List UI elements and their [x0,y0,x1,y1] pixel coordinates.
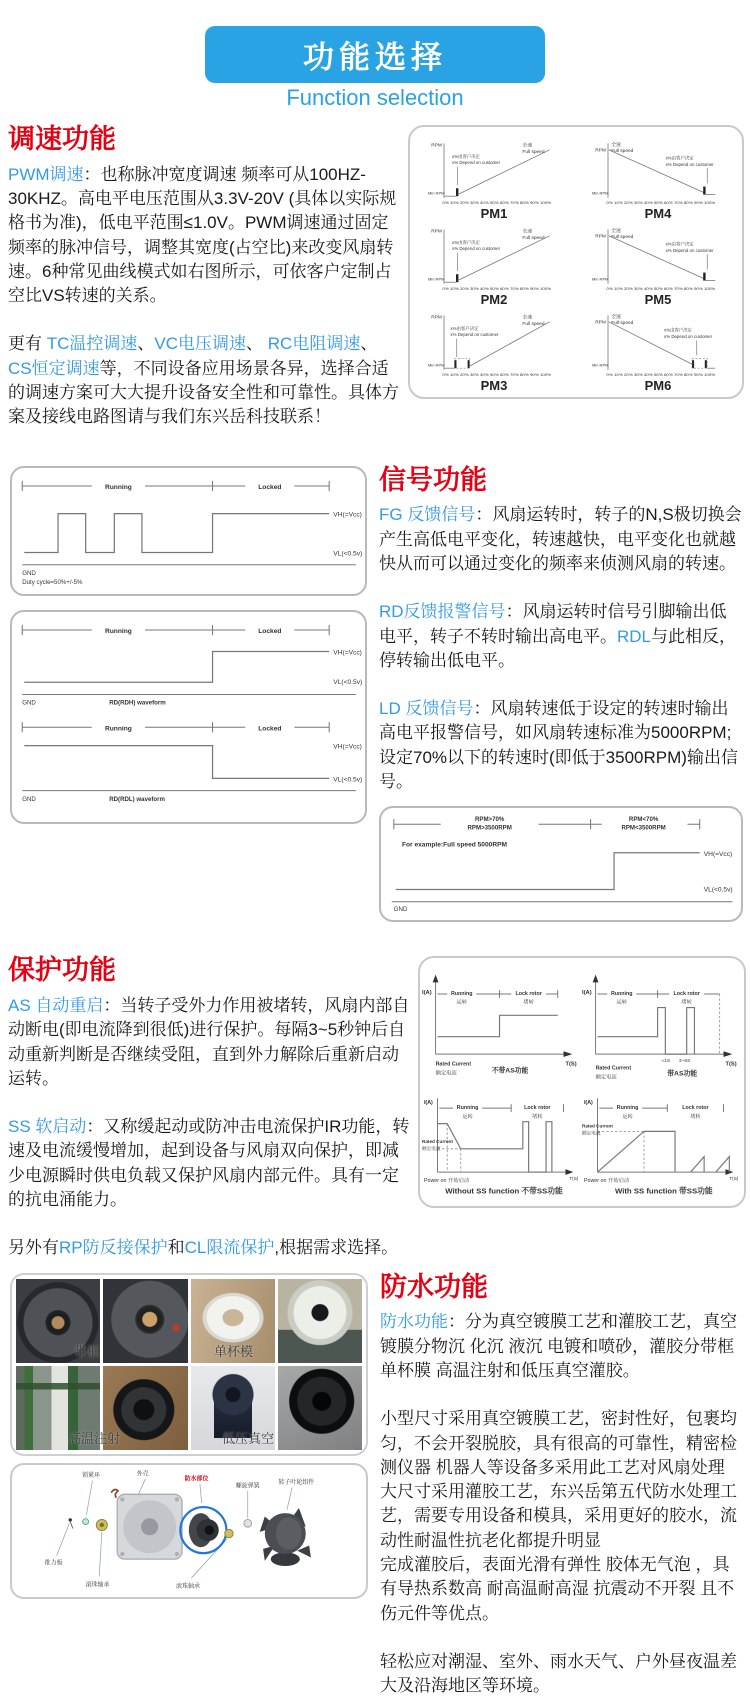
rated-current-label: Rated Current [595,1065,632,1072]
pm5-cell [576,223,740,307]
pm6-cell [576,309,740,393]
page-title: 功能选择 [205,26,545,83]
duty-cycle-label: Duty cycle=50%+/-5% [22,578,83,586]
running-label: Running [104,627,132,635]
rc-keyword: RC电阻调速 [267,334,361,354]
waterproof-keyword: 防水功能 [380,1312,448,1332]
other-pre: 另外有 [8,1238,59,1258]
pm-x-ticks: 0% 10% 20% 30% 40% 50% 60% 70% 80% 90% 100% [606,287,716,292]
pm1-name: PM1 [480,206,508,221]
i-axis-label: I(A) [583,1100,593,1107]
signal-heading: 信号功能 [379,464,487,495]
pm-y-label: RPM [431,143,442,149]
vl-label: VL(<0.5v) [333,550,363,558]
rpm-above-label: RPM>70% [474,816,505,824]
page-subtitle: Function selection [286,85,464,110]
large-size-text: 大尺寸采用灌胶工艺，东兴岳第五代防水处理工艺，需要专用设备和模具，采用更好的胶水，流动性耐温性抗老化都提升明显 [380,1482,737,1550]
pm-custom-cn: x%由客户决定 [665,155,694,161]
lock-rotor-cn-label: 堵转 [523,1000,534,1007]
pm1-chart [412,137,572,209]
protection-section [0,922,750,1260]
exploded-view-panel [10,1463,368,1599]
cl-keyword: CL限流保护 [184,1238,275,1258]
pm-full-cn: 全速 [522,143,533,149]
waterproof-text-column [380,1273,744,1699]
rd-text2: 与此相反，停转输出低电平。 [379,626,737,670]
pm-x-ticks: 0% 10% 20% 30% 40% 50% 60% 70% 80% 90% 100% [606,373,716,378]
pm-min-label: Min RPM [592,276,609,282]
running-label: Running [616,1105,639,1112]
protection-charts-panel [418,956,746,1208]
vh-label: VH(=Vcc) [333,511,362,519]
gnd-label: GND [22,699,36,707]
as-with-caption: 带AS功能 [667,1070,698,1078]
more-pre: 更有 [8,334,47,354]
as-without-caption: 不带AS功能 [491,1067,529,1075]
gnd-label: GND [22,569,36,577]
photo-grid [16,1279,362,1450]
as-t2-label: 3~5S [678,1059,691,1065]
pm-min-label: Min RPM [428,190,445,196]
photo-black-cup-part [278,1366,362,1450]
pm-full-cn: 全速 [522,315,533,321]
pm-custom-en: x% Depend on customer [665,161,714,167]
pm-full-en: Full speed [611,321,634,327]
fg-wave-box [10,466,367,596]
pm-custom-cn: x%由客户决定 [665,241,694,247]
waterproof-lead-text: ：分为真空镀膜工艺和灌胶工艺，真空镀膜分物沉 化沉 液沉 电镀和喷砂，灌胶分带框 单杯膜 高温注射和低压真空灌胶。 [380,1312,737,1380]
rated-current-cn-label: 额定电流 [595,1074,617,1081]
gnd-label: GND [22,795,36,803]
rpm-above-label2: RPM>3500RPM [467,824,512,832]
fg-text: ：风扇运转时，转子的N,S极切换会产生高低电平变化，转速越快，电平变化也就越快从而可以通过变化的频率来侦测风扇的转速。 [379,505,742,573]
spring-label: 螺旋弹簧 [235,1483,260,1490]
vl-label: VL(<0.5v) [703,886,733,894]
exploded-diagram [14,1467,362,1595]
pm-full-en: Full speed [522,236,545,241]
small-size-text: 小型尺寸采用真空镀膜工艺，密封性好，包裹均匀，不会开裂脱胶，具有很高的可靠性，精密检测仪器 机器人等设备多采用此工艺对风扇处理 [380,1409,737,1477]
pm-x-ticks: 0% 10% 20% 30% 40% 50% 60% 70% 80% 90% 100% [606,201,716,206]
rdl-caption: RD(RDL) waveform [109,795,166,803]
pm3-name: PM3 [480,378,508,393]
as-keyword: AS 自动重启 [8,996,104,1015]
pm-full-en: Full speed [611,235,634,241]
ld-wave-box [379,806,743,922]
pm-y-label: RPM [595,234,606,240]
pm3-cell [412,309,576,393]
other-mid: 和 [167,1238,185,1258]
pm6-name: PM6 [644,378,672,393]
photo-label-cup: 单杯模 [214,1343,254,1359]
as-with-chart [582,966,740,1086]
ld-waveform [381,812,739,916]
signal-text-column [379,466,743,923]
power-on-label: Power on 开始启动 [423,1178,470,1185]
ld-paragraph [379,697,743,794]
photo-grey-cup-on-fan [278,1279,362,1363]
vh-label: VH(=Vcc) [333,743,362,751]
ld-text: ：风扇转速低于设定的转速时输出高电平报警信号，如风扇转速标准为5000RPM;设定70%以下的转速时(即低于3500RPM)输出信号。 [379,699,738,792]
waterproof-media-column [10,1273,368,1599]
fg-keyword: FG 反馈信号 [379,505,476,525]
other-post: ,根据需求选择。 [274,1238,399,1258]
pm-curves-panel [408,125,744,399]
ss-with-chart [582,1086,740,1200]
pm-min-label: Min RPM [428,362,445,368]
pm-custom-cn: x%由客户决定 [664,327,693,333]
pm-full-en: Full speed [522,322,545,327]
pm-y-label: RPM [595,148,606,154]
pm-custom-en: x% Depend on customer [664,333,713,339]
ss-without-chart [422,1086,580,1200]
vl-label: VL(<0.5v) [333,678,363,686]
lock-rotor-label: Lock rotor [673,991,700,998]
pm-full-cn: 全速 [611,228,621,234]
pm-full-en: Full speed [522,150,545,155]
lock-rotor-label: Lock rotor [682,1105,709,1112]
pm-y-label: RPM [431,315,442,321]
i-axis-label: I(A) [582,990,592,997]
waterproof-lead-paragraph [380,1310,744,1383]
rated-current-cn-label: 额定电流 [422,1146,441,1152]
ball-bearing-label: 滚珠轴承 [176,1583,200,1590]
pm-full-en: Full speed [611,149,634,155]
waterproof-part-label: 防水部位 [184,1476,209,1483]
vh-label: VH(=Vcc) [333,649,362,657]
rated-current-label: Rated Current [422,1139,453,1145]
pm1-cell [412,137,576,221]
sep: 、 [137,334,155,354]
i-axis-label: I(A) [423,1100,433,1107]
pm-min-label: Min RPM [592,190,609,196]
vh-label: VH(=Vcc) [703,851,733,859]
rd-text1: ：风扇运转时信号引脚输出低电平，转子不转时输出高电平。 [379,602,727,646]
rated-current-cn-label: 额定电流 [582,1130,601,1136]
running-cn-label: 运转 [622,1114,633,1121]
lock-rotor-label: Lock rotor [515,991,542,998]
pm6-chart [576,309,736,381]
waterproof-section [0,1261,750,1699]
lock-rotor-label: Lock rotor [524,1105,551,1112]
pm-x-ticks: 0% 10% 20% 30% 40% 50% 60% 70% 80% 90% 100% [442,287,552,292]
pm4-cell [576,137,740,221]
shell-label: 外壳 [136,1471,149,1478]
pm2-cell [412,223,576,307]
sep: 、 [246,334,268,354]
i-axis-label: I(A) [422,990,432,997]
running-label: Running [456,1105,479,1112]
as-without-chart [422,966,580,1086]
ld-keyword: LD 反馈信号 [379,699,474,719]
ss-without-caption: Without SS function 不带SS功能 [445,1186,563,1196]
running-cn-label: 运转 [462,1114,473,1121]
signal-section [0,430,750,923]
more-post: 等，不同设备应用场景各异，选择合适的调速方案可大大提升设备安全性和可靠性。具体方案及接线电路图请与我们东兴岳科技联系！ [8,358,399,427]
fg-paragraph [379,503,743,576]
rd-keyword: RD反馈报警信号 [379,602,506,622]
pm-min-label: Min RPM [428,276,445,282]
speed-heading: 调速功能 [8,124,116,154]
more-modes-paragraph [8,332,400,429]
pm-full-cn: 全速 [611,142,621,148]
pm-custom-en: x% Depend on customer [665,247,714,253]
pm2-chart [412,223,572,295]
pm-y-label: RPM [431,229,442,235]
as-t1-label: ≈1S [661,1059,671,1065]
pm-full-cn: 全速 [522,229,533,235]
waterproof-photos-panel [10,1273,368,1456]
protection-heading: 保护功能 [8,955,116,986]
pm-custom-en: x% Depend on customer [452,246,501,252]
pm5-name: PM5 [644,292,672,307]
pm-custom-cn: x%由客户决定 [452,153,481,159]
locked-label: Locked [258,483,282,491]
photo-label-vacuum: 低压真空 [222,1430,275,1446]
pm4-chart [576,137,736,209]
pm5-chart [576,223,736,295]
rated-current-label: Rated Current [435,1062,472,1069]
t-axis-label: T(S) [729,1176,739,1182]
photo-fan-impeller [103,1279,187,1363]
power-on-label: Power on 开始启动 [583,1178,630,1185]
fg-waveform [12,472,365,590]
vc-keyword: VC电压调速 [154,334,247,354]
ss-with-caption: With SS function 带SS功能 [614,1186,713,1196]
pm-custom-en: x% Depend on customer [450,332,499,338]
ss-paragraph [8,1115,412,1212]
speed-section [0,111,750,430]
page-header [0,26,750,111]
pm-custom-cn: x%由客户决定 [452,239,481,245]
pwm-paragraph [8,163,400,309]
waterproof-heading: 防水功能 [380,1271,488,1302]
pm-full-cn: 全速 [611,314,621,320]
rpm-below-label: RPM<70% [628,816,659,824]
locked-label: Locked [258,724,282,732]
pm3-chart [412,309,572,381]
example-label: For example:Full speed 5000RPM [401,841,508,849]
vl-label: VL(<0.5v) [333,776,363,784]
lock-rotor-cn-label: 堵转 [532,1114,543,1121]
rated-current-cn-label: 额定电流 [435,1070,457,1077]
signal-wave-column [10,466,367,824]
rd-paragraph [379,600,743,673]
pwm-keyword: PWM调速 [8,164,84,184]
t-axis-label: T(S) [725,1062,737,1069]
thrust-plate-label: 推力板 [44,1559,63,1566]
tc-keyword: TC温控调速 [46,334,138,354]
t-axis-label: T(S) [565,1062,577,1069]
running-cn-label: 运转 [616,1000,628,1007]
pm-x-ticks: 0% 10% 20% 30% 40% 50% 60% 70% 80% 90% 100% [442,373,552,378]
running-label: Running [104,724,132,732]
as-text: ：当转子受外力作用被堵转，风扇内部自动断电(即电流降到很低)进行保护。每隔3~5秒钟后自动重新判断是否继续受阻，直到外力解除后重新启动运转。 [8,996,410,1088]
rd-wave-box [10,610,367,824]
lock-rotor-cn-label: 堵转 [690,1114,701,1121]
speed-text-column [8,125,400,430]
t-axis-label: T(S) [569,1176,579,1182]
ball-bearing-label: 滚珠轴承 [85,1582,110,1589]
waterproof-process-paragraph [380,1407,744,1626]
pm-custom-en: x% Depend on customer [452,160,501,166]
ss-text: ：又称缓起动或防冲击电流保护IR功能，转速及电流缓慢增加，起到设备与风扇双向保护，即减少电源瞬时供电负载又保护风扇内部元件。具有一定的抗电涌能力。 [8,1117,410,1210]
as-paragraph [8,994,412,1091]
protection-text-column [8,956,412,1260]
gnd-label: GND [393,906,408,914]
rp-keyword: RP防反接保护 [59,1238,168,1258]
rdl-keyword: RDL [617,626,652,646]
running-cn-label: 运转 [456,1000,468,1007]
photo-label-injection: 高温注射 [68,1430,121,1446]
lock-rotor-cn-label: 堵转 [681,1000,693,1007]
rated-current-label: Rated Current [582,1123,613,1129]
rpm-below-label2: RPM<3500RPM [621,824,666,832]
pm-x-ticks: 0% 10% 20% 30% 40% 50% 60% 70% 80% 90% 100% [442,201,552,206]
ss-keyword: SS 软启动 [8,1117,87,1137]
rotor-assembly-label: 转子叶轮组件 [278,1479,315,1486]
running-label: Running [450,991,473,998]
locked-label: Locked [258,627,282,635]
rdh-caption: RD(RDH) waveform [109,699,166,707]
pwm-text: ：也称脉冲宽度调速 频率可从100HZ-30KHZ。高电平电压范围从3.3V-20V (具体以实际规格书为准)，低电平范围≤1.0V。PWM调速通过固定频率的脉冲信号，调整其宽度(占空比)来改变风扇转速。6种常见曲线模式如右图所示，可依客户定制占空比VS转速的关系。 [8,164,397,306]
pm-min-label: Min RPM [592,362,609,368]
potting-result-text: 完成灌胶后，表面光滑有弹性 胶体无气泡 ，具有导热系数高 耐高温耐高湿 抗震动不开裂 且不伤元件等优点。 [380,1555,735,1623]
sep: 、 [360,334,378,354]
rd-waveforms [12,616,365,818]
pm-custom-cn: x%由客户决定 [450,325,479,331]
running-label: Running [104,483,132,491]
cs-keyword: CS恒定调速 [8,358,100,378]
pm2-name: PM2 [480,292,508,307]
photo-label-frame: 带框 [74,1343,101,1359]
pm4-name: PM4 [644,206,672,221]
running-label: Running [610,991,633,998]
environment-paragraph: 轻松应对潮湿、室外、雨水天气、户外昼夜温差大及沿海地区等环境。 [380,1651,737,1696]
lock-ring-label: 锁紧环 [82,1472,101,1479]
pm-y-label: RPM [595,320,606,326]
other-protection-paragraph [8,1236,412,1260]
